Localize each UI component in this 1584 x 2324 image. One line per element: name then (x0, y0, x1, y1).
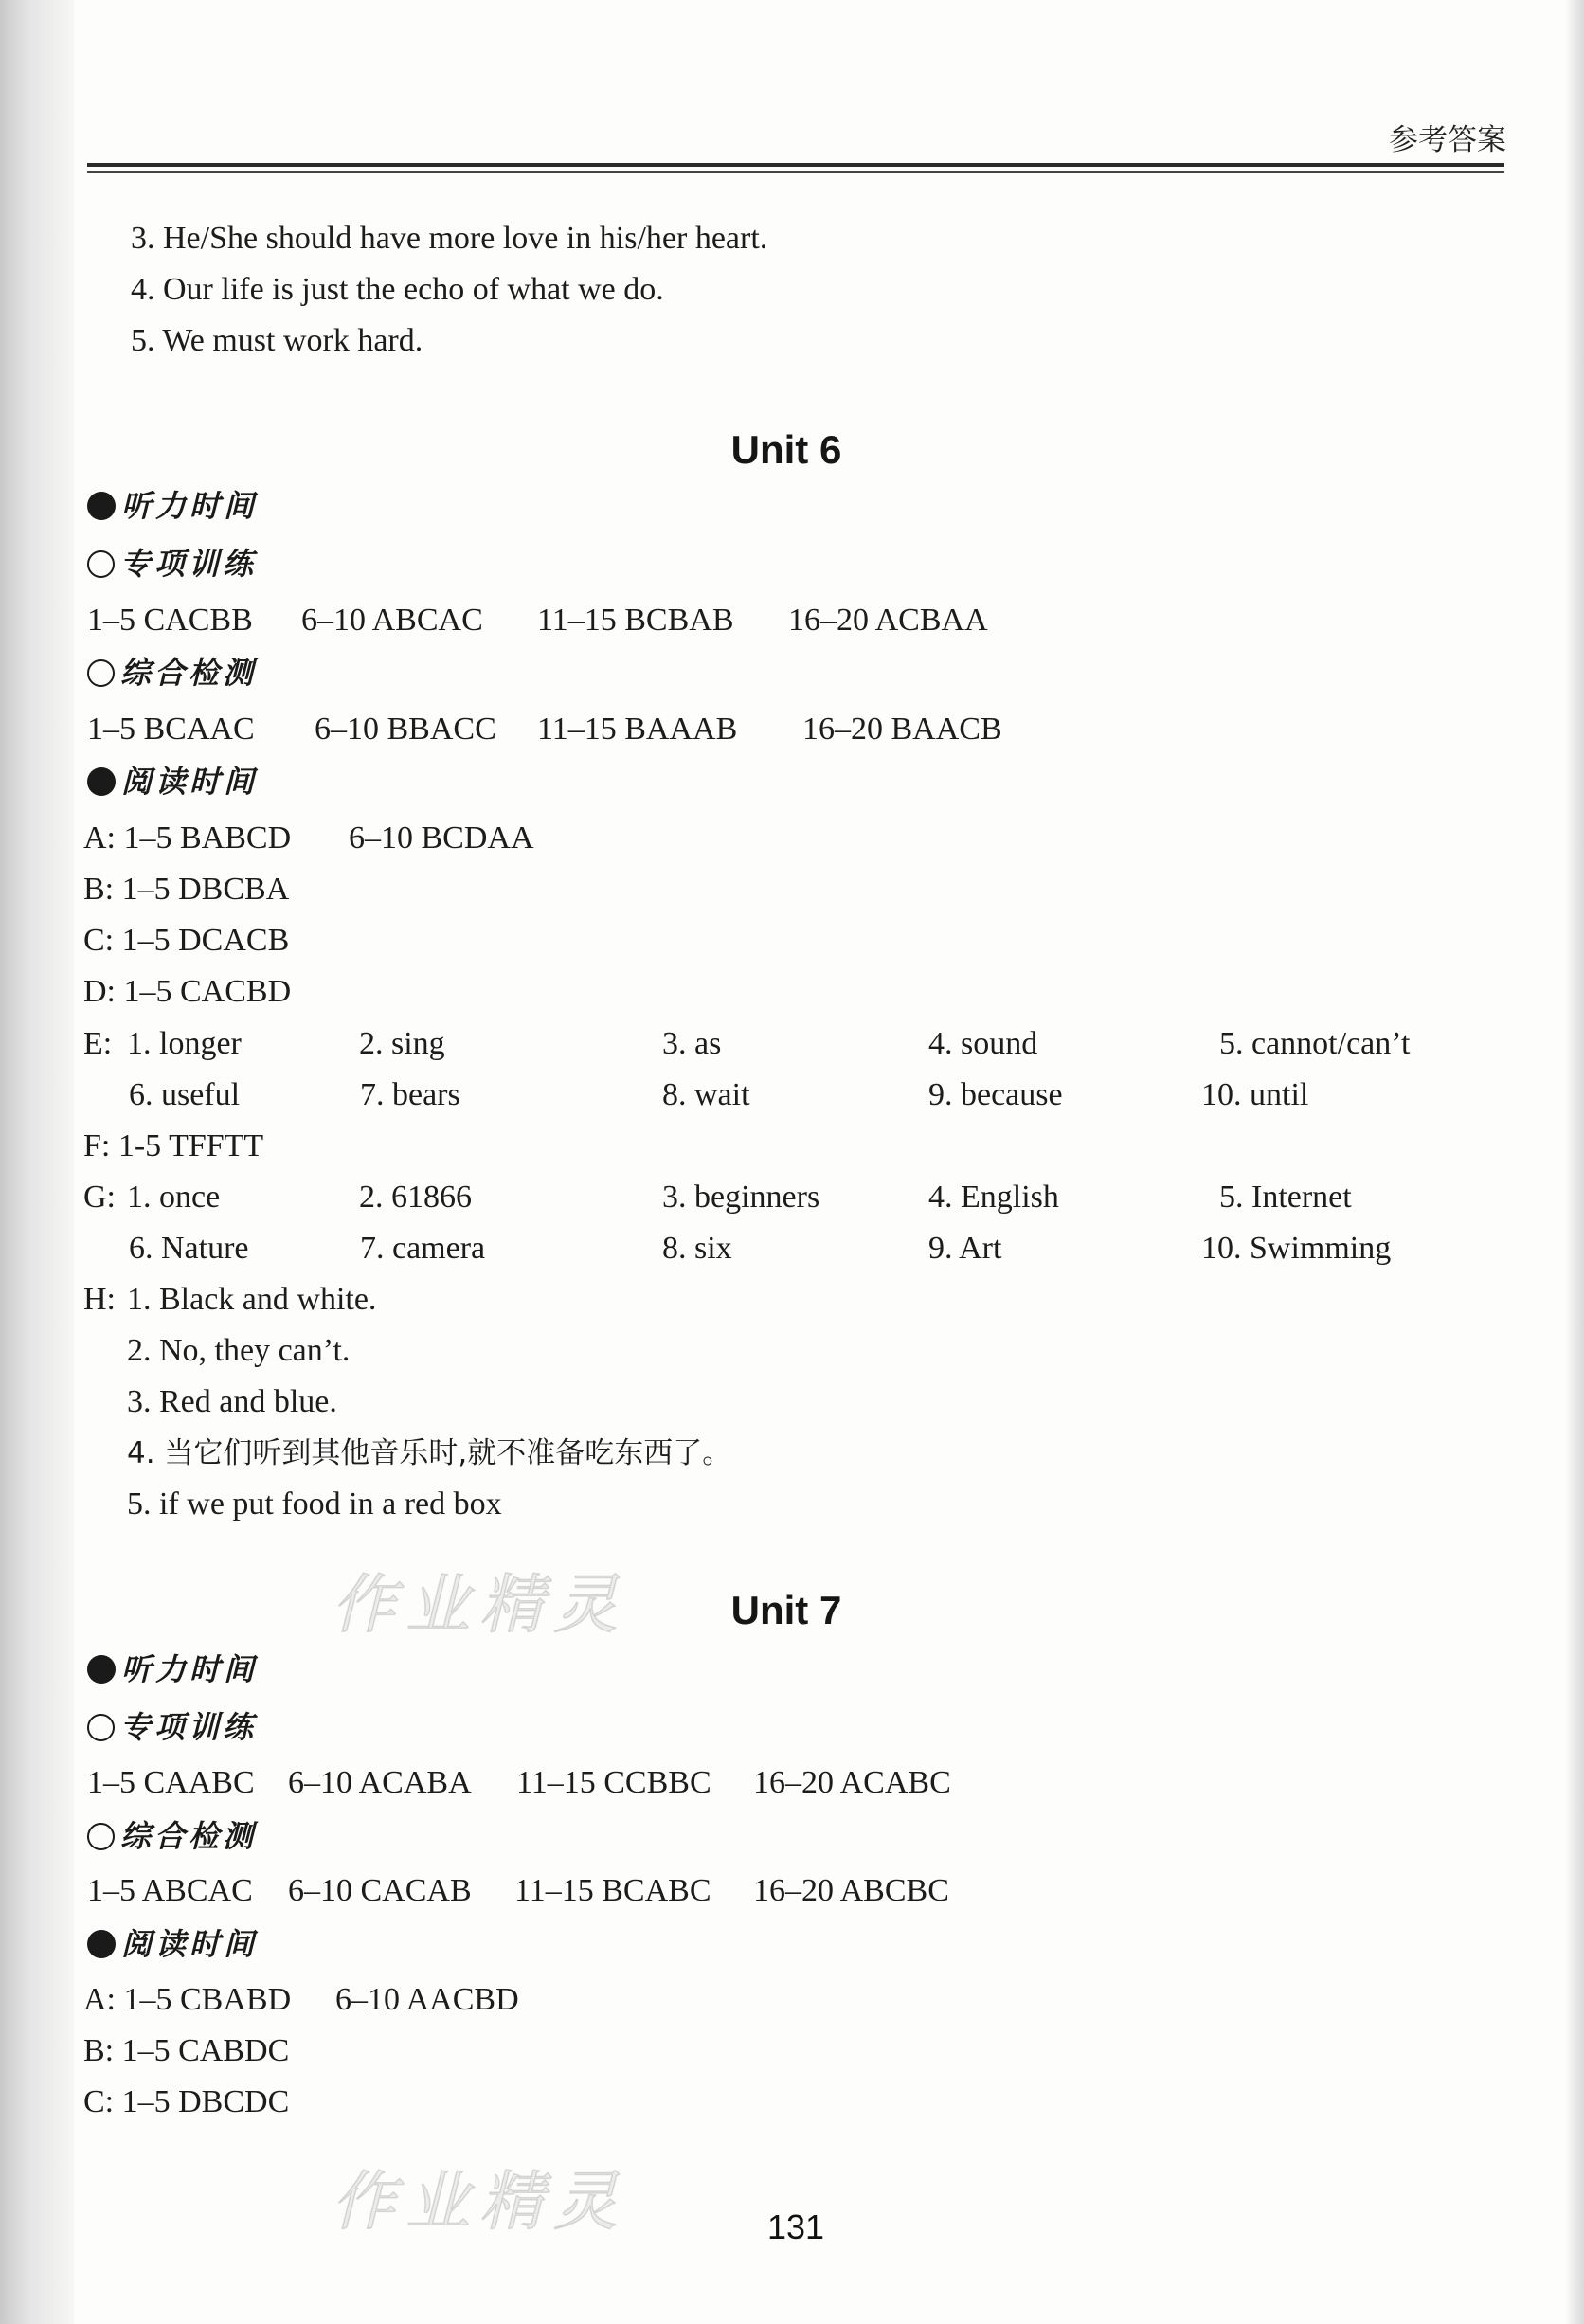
answer-item: 1. Black and white. (127, 1282, 377, 1317)
answer-item: 3. beginners (662, 1180, 820, 1215)
answer-line: B: 1–5 DBCBA (83, 872, 290, 907)
answer-group: A: 1–5 CBABD (83, 1982, 292, 2017)
unit-7-title: Unit 7 (730, 1588, 842, 1632)
unit-7-listening-heading: 听力时间 (87, 1650, 258, 1688)
unit-6-reading-heading: 阅读时间 (87, 763, 258, 801)
answer-line: B: 1–5 CABDC (83, 2033, 290, 2068)
answer-label: G: (83, 1180, 116, 1215)
answer-item: 4. 当它们听到其他音乐时,就不准备吃东西了。 (127, 1436, 732, 1470)
answer-item: 2. 61866 (359, 1180, 472, 1215)
unit-6-title: Unit 6 (730, 427, 842, 472)
answer-line: 5. We must work hard. (131, 323, 423, 358)
hollow-circle-icon (87, 1823, 115, 1850)
unit-6-special-heading: 专项训练 (87, 545, 257, 583)
header-rule-thin (87, 171, 1504, 173)
filled-circle-icon (87, 492, 116, 520)
unit-7-reading-heading: 阅读时间 (87, 1925, 258, 1963)
answer-item: 4. sound (928, 1026, 1038, 1061)
answer-group: 1–5 CACBB (87, 603, 253, 638)
answer-item: 7. camera (360, 1231, 486, 1266)
header-title: 参考答案 (1389, 123, 1506, 157)
page-number: 131 (766, 2207, 825, 2246)
answer-group: 1–5 CAABC (87, 1765, 255, 1800)
answer-line: C: 1–5 DBCDC (83, 2084, 290, 2119)
answer-label: E: (83, 1026, 113, 1061)
unit-7-comprehensive-heading: 综合检测 (87, 1817, 257, 1855)
scan-edge-shadow (0, 0, 74, 2324)
answer-item: 8. wait (662, 1077, 750, 1112)
answer-item: 10. Swimming (1201, 1231, 1392, 1266)
answer-item: 6. useful (129, 1077, 241, 1112)
answer-line: F: 1-5 TFFTT (83, 1128, 264, 1163)
answer-item: 9. Art (928, 1231, 1002, 1266)
answer-group: 6–10 AACBD (335, 1982, 519, 2017)
watermark: 作业精灵 (332, 1568, 628, 1643)
answer-line: D: 1–5 CACBD (83, 974, 292, 1009)
answer-line: 4. Our life is just the echo of what we do. (131, 272, 664, 307)
answer-label: H: (83, 1282, 116, 1317)
answer-group: 11–15 CCBBC (516, 1765, 711, 1800)
answer-group: 16–20 ACABC (753, 1765, 951, 1800)
answer-group: 11–15 BAAAB (537, 712, 738, 747)
answer-item: 4. English (928, 1180, 1059, 1215)
answer-item: 1. longer (127, 1026, 242, 1061)
answer-item: 3. Red and blue. (127, 1384, 337, 1419)
answer-group: 1–5 BCAAC (87, 712, 255, 747)
hollow-circle-icon (87, 659, 115, 687)
unit-7-special-heading: 专项训练 (87, 1708, 257, 1746)
filled-circle-icon (87, 767, 116, 796)
unit-6-comprehensive-heading: 综合检测 (87, 654, 257, 692)
answer-item: 2. No, they can’t. (127, 1333, 351, 1368)
scan-edge-shadow-right (1565, 0, 1584, 2324)
answer-item: 8. six (662, 1231, 732, 1266)
answer-item: 6. Nature (129, 1231, 249, 1266)
answer-group: 6–10 BBACC (315, 712, 496, 747)
answer-item: 5. Internet (1219, 1180, 1352, 1215)
hollow-circle-icon (87, 550, 115, 578)
filled-circle-icon (87, 1930, 116, 1958)
answer-group: 6–10 BCDAA (349, 820, 534, 856)
filled-circle-icon (87, 1655, 116, 1684)
hollow-circle-icon (87, 1714, 115, 1741)
answer-group: A: 1–5 BABCD (83, 820, 292, 856)
answer-group: 1–5 ABCAC (87, 1873, 253, 1908)
answer-group: 16–20 ABCBC (753, 1873, 949, 1908)
answer-group: 6–10 CACAB (288, 1873, 472, 1908)
answer-item: 9. because (928, 1077, 1063, 1112)
answer-item: 7. bears (360, 1077, 460, 1112)
answer-item: 5. if we put food in a red box (127, 1486, 502, 1522)
answer-line: 3. He/She should have more love in his/her heart. (131, 221, 768, 256)
answer-group: 11–15 BCABC (514, 1873, 711, 1908)
answer-group: 16–20 BAACB (802, 712, 1002, 747)
answer-group: 16–20 ACBAA (788, 603, 988, 638)
answer-item: 10. until (1201, 1077, 1309, 1112)
answer-group: 6–10 ABCAC (301, 603, 483, 638)
answer-item: 1. once (127, 1180, 221, 1215)
watermark: 作业精灵 (332, 2165, 628, 2240)
answer-group: 11–15 BCBAB (537, 603, 734, 638)
answer-item: 5. cannot/can’t (1219, 1026, 1411, 1061)
answer-item: 3. as (662, 1026, 722, 1061)
answer-item: 2. sing (359, 1026, 445, 1061)
unit-6-listening-heading: 听力时间 (87, 487, 258, 525)
answer-line: C: 1–5 DCACB (83, 923, 290, 958)
answer-group: 6–10 ACABA (288, 1765, 472, 1800)
header-rule-thick (87, 163, 1504, 167)
